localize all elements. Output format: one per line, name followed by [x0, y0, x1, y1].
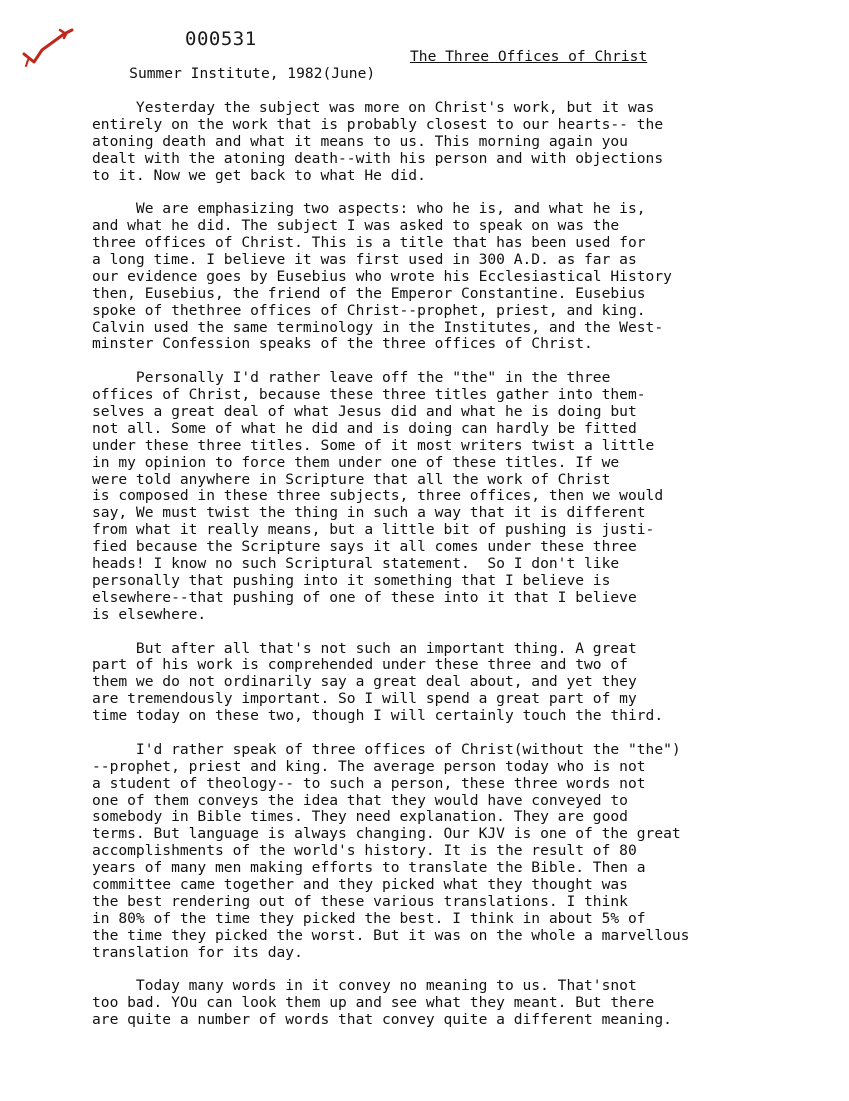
text-line: years of many men making efforts to translate the Bible. Then a	[92, 859, 646, 877]
header-institute-date: Summer Institute, 1982(June)	[129, 65, 376, 82]
paragraph	[92, 742, 792, 962]
text-line: elsewhere--that pushing of one of these into it that I believe	[92, 588, 637, 606]
paragraph	[92, 201, 792, 353]
text-line: Calvin used the same terminology in the Institutes, and the West-	[92, 318, 664, 336]
text-line: somebody in Bible times. They need explanation. They are good	[92, 808, 628, 826]
text-line: is elsewhere.	[92, 605, 207, 623]
text-line: too bad. YOu can look them up and see what they meant. But there	[92, 994, 655, 1012]
text-line: translation for its day.	[92, 943, 303, 961]
text-line: are quite a number of words that convey quite a different meaning.	[92, 1011, 672, 1029]
text-line: accomplishments of the world's history. It is the result of 80	[92, 842, 637, 860]
paragraph	[92, 370, 792, 623]
text-line: not all. Some of what he did and is doing can hardly be fitted	[92, 419, 637, 437]
red-pen-check-mark	[20, 24, 76, 68]
text-line: fied because the Scripture says it all comes under these three	[92, 538, 637, 556]
paragraph	[92, 978, 792, 1029]
text-line: is composed in these three subjects, three offices, then we would	[92, 487, 664, 505]
text-line: then, Eusebius, the friend of the Emperor Constantine. Eusebius	[92, 284, 646, 302]
text-line: --prophet, priest and king. The average person today who is not	[92, 757, 646, 775]
text-line: the time they picked the worst. But it was on the whole a marvellous	[92, 926, 690, 944]
text-line: part of his work is comprehended under these three and two of	[92, 656, 628, 674]
text-line: in 80% of the time they picked the best. I think in about 5% of	[92, 909, 646, 927]
text-line: from what it really means, but a little bit of pushing is justi-	[92, 521, 655, 539]
text-line: a long time. I believe it was first used in 300 A.D. as far as	[92, 251, 637, 269]
paragraph	[92, 641, 792, 725]
page-title: The Three Offices of Christ	[410, 48, 648, 65]
text-line: under these three titles. Some of it most writers twist a little	[92, 436, 655, 454]
text-line: atoning death and what it means to us. This morning again you	[92, 132, 628, 150]
text-line: time today on these two, though I will certainly touch the third.	[92, 707, 664, 725]
text-line: to it. Now we get back to what He did.	[92, 166, 426, 184]
text-line: in my opinion to force them under one of these titles. If we	[92, 453, 620, 471]
text-line: the best rendering out of these various translations. I think	[92, 892, 628, 910]
text-line: minster Confession speaks of the three offices of Christ.	[92, 335, 593, 353]
document-body	[92, 100, 792, 1046]
text-line: But after all that's not such an important thing. A great	[92, 639, 637, 657]
text-line: I'd rather speak of three offices of Christ(without the "the")	[92, 740, 681, 758]
text-line: Yesterday the subject was more on Christ's work, but it was	[92, 99, 655, 116]
text-line: personally that pushing into it something that I believe is	[92, 571, 611, 589]
text-line: heads! I know no such Scriptural statement. So I don't like	[92, 555, 620, 573]
text-line: entirely on the work that is probably closest to our hearts-- the	[92, 115, 664, 133]
text-line: them we do not ordinarily say a great deal about, and yet they	[92, 673, 637, 691]
text-line: selves a great deal of what Jesus did and what he is doing but	[92, 403, 637, 421]
text-line: a student of theology-- to such a person, these three words not	[92, 774, 646, 792]
text-line: offices of Christ, because these three titles gather into them-	[92, 386, 646, 404]
text-line: our evidence goes by Eusebius who wrote his Ecclesiastical History	[92, 267, 672, 285]
text-line: three offices of Christ. This is a title that has been used for	[92, 234, 646, 252]
text-line: terms. But language is always changing. Our KJV is one of the great	[92, 825, 681, 843]
text-line: We are emphasizing two aspects: who he is, and what he is,	[92, 200, 646, 218]
text-line: and what he did. The subject I was asked to speak on was the	[92, 217, 620, 235]
text-line: Today many words in it convey no meaning to us. That'snot	[92, 977, 637, 995]
text-line: say, We must twist the thing in such a way that it is different	[92, 504, 646, 522]
text-line: Personally I'd rather leave off the "the" in the three	[92, 369, 611, 387]
text-line: were told anywhere in Scripture that all the work of Christ	[92, 470, 611, 488]
text-line: dealt with the atoning death--with his person and with objections	[92, 149, 664, 167]
text-line: one of them conveys the idea that they would have conveyed to	[92, 791, 628, 809]
document-number: 000531	[185, 28, 257, 50]
paragraph	[92, 100, 792, 184]
text-line: are tremendously important. So I will spend a great part of my	[92, 690, 637, 708]
text-line: committee came together and they picked what they thought was	[92, 875, 628, 893]
text-line: spoke of thethree offices of Christ--prophet, priest, and king.	[92, 301, 646, 319]
